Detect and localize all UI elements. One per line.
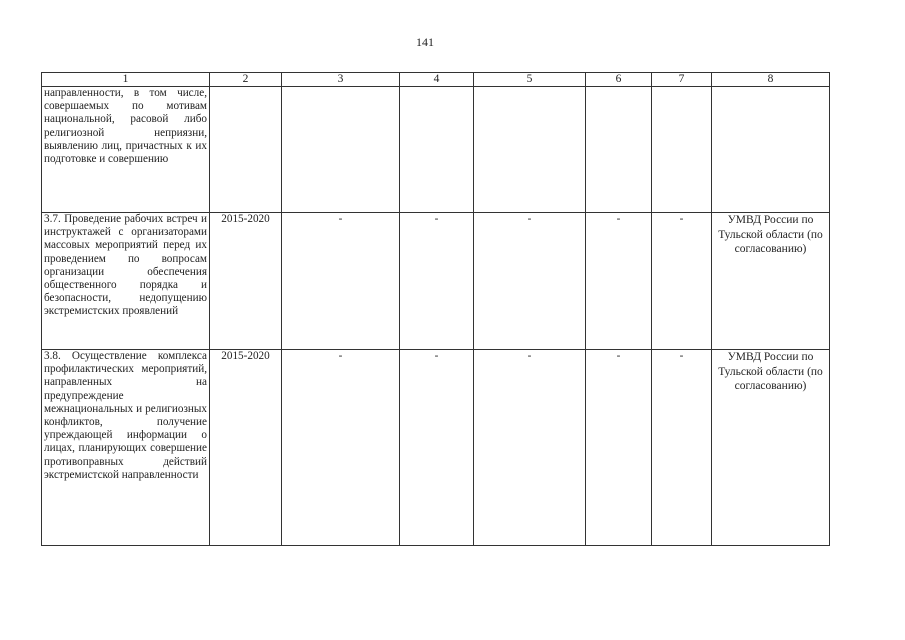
column-header-7: 7 — [652, 73, 712, 87]
funding-cell: - — [282, 350, 400, 546]
funding-cell: - — [652, 350, 712, 546]
measure-description: 3.8. Осуществление комплекса профилактических мероприятий, направленных на предупреждение межнациональных и религиозных конфликтов, получение упреждающей информации о лицах, планирующих совершение противоправных действий экстремистской направленности — [42, 350, 210, 546]
funding-cell: - — [400, 213, 474, 350]
table-row — [42, 350, 830, 546]
funding-cell — [400, 87, 474, 213]
funding-cell: - — [474, 350, 586, 546]
column-header-2: 2 — [210, 73, 282, 87]
column-header-5: 5 — [474, 73, 586, 87]
measure-description: 3.7. Проведение рабочих встреч и инструктажей с организаторами массовых мероприятий перед их проведением по вопросам организации обеспечения общественного порядка и безопасности, недопущению экстремистских проявлений — [42, 213, 210, 350]
measure-description: направленности, в том числе, совершаемых по мотивам национальной, расовой либо религиозной неприязни, выявлению лиц, причастных к их подготовке и совершению — [42, 87, 210, 213]
column-header-8: 8 — [712, 73, 830, 87]
measures-table — [41, 72, 830, 546]
table-row — [42, 213, 830, 350]
column-header-1: 1 — [42, 73, 210, 87]
funding-cell: - — [474, 213, 586, 350]
column-header-3: 3 — [282, 73, 400, 87]
measure-executor: УМВД России по Тульской области (по согласованию) — [712, 213, 830, 350]
measure-period — [210, 87, 282, 213]
header-row — [42, 73, 830, 87]
measure-executor: УМВД России по Тульской области (по согласованию) — [712, 350, 830, 546]
column-header-4: 4 — [400, 73, 474, 87]
funding-cell: - — [652, 213, 712, 350]
column-header-6: 6 — [586, 73, 652, 87]
table-row — [42, 87, 830, 213]
page-number: 141 — [416, 35, 434, 49]
funding-cell — [474, 87, 586, 213]
funding-cell — [652, 87, 712, 213]
funding-cell: - — [400, 350, 474, 546]
funding-cell: - — [586, 213, 652, 350]
measure-period: 2015-2020 — [210, 350, 282, 546]
measure-executor — [712, 87, 830, 213]
funding-cell: - — [586, 350, 652, 546]
funding-cell — [586, 87, 652, 213]
funding-cell: - — [282, 213, 400, 350]
funding-cell — [282, 87, 400, 213]
measure-period: 2015-2020 — [210, 213, 282, 350]
